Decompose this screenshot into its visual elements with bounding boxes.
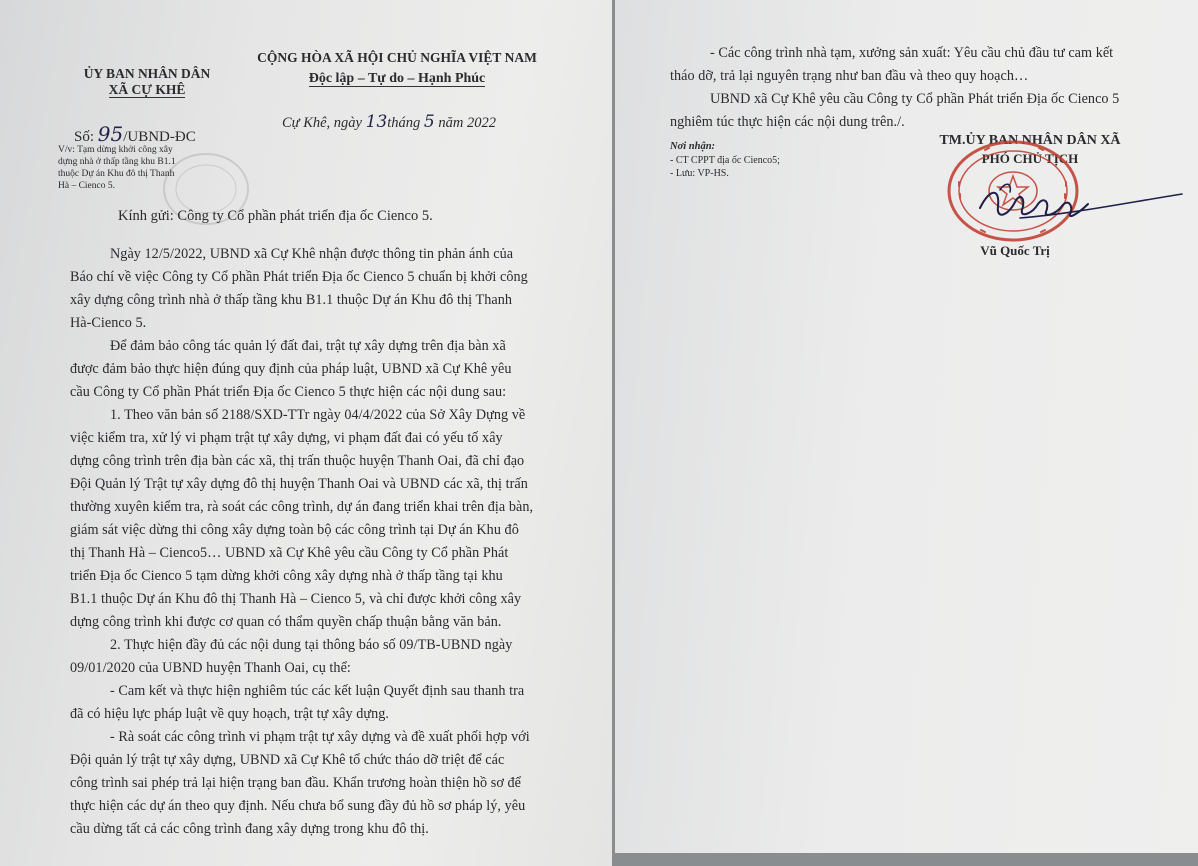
body-line: Báo chí về việc Công ty Cổ phần Phát triển Địa ốc Cienco 5 chuẩn bị khởi công xyxy=(70,269,528,285)
subject-line: V/v: Tạm dừng khởi công xây xyxy=(58,145,173,155)
body-line: tháo dỡ, trả lại nguyên trạng như ban đầu và theo quy hoạch… xyxy=(670,68,1029,84)
document-number: Số: 95/UBND-ĐC xyxy=(74,122,196,146)
signer-title-line-2: PHÓ CHỦ TỊCH xyxy=(981,151,1079,166)
signer-name: Vũ Quốc Trị xyxy=(980,243,1050,258)
body-line: đã có hiệu lực pháp luật về quy hoạch, trật tự xây dựng. xyxy=(70,706,389,722)
recipients-label: Nơi nhận: xyxy=(670,141,716,152)
body-line: cầu Công ty Cổ phần Phát triển Địa ốc Cienco 5 thực hiện các nội dung sau: xyxy=(70,384,507,400)
body-line: công trình sai phép trả lại hiện trạng ban đầu. Khẩn trương hoàn thiện hồ sơ để xyxy=(70,775,521,791)
nation-line-1: CỘNG HÒA XÃ HỘI CHỦ NGHĨA VIỆT NAM xyxy=(257,50,537,65)
body-line: thị Thanh Hà – Cienco5… UBND xã Cự Khê yêu cầu Công ty Cổ phần Phát xyxy=(70,545,509,561)
body-line: dựng công trình trên địa bàn các xã, thị trấn thuộc huyện Thanh Oai, đã chỉ đạo xyxy=(70,453,525,469)
document-page-2 xyxy=(615,0,1198,853)
body-line: dựng công trình khi được cơ quan có thẩm quyền chấp thuận bằng văn bản. xyxy=(70,614,502,630)
subject-line: dựng nhà ở thấp tầng khu B1.1 xyxy=(58,157,176,167)
body-line: Để đảm bảo công tác quản lý đất đai, trật tự xây dựng trên địa bàn xã xyxy=(110,338,506,354)
body-line: được đảm bảo thực hiện đúng quy định của pháp luật, UBND xã Cự Khê yêu xyxy=(70,361,512,377)
body-line: Đội quản lý trật tự xây dựng, UBND xã Cự Khê tổ chức tháo dỡ triệt để các xyxy=(70,752,505,768)
body-line: nghiêm túc thực hiện các nội dung trên./. xyxy=(670,114,905,130)
body-line: B1.1 thuộc Dự án Khu đô thị Thanh Hà – Cienco 5, và chỉ được khởi công xây xyxy=(70,591,522,607)
body-line: Hà-Cienco 5. xyxy=(70,315,147,331)
nation-line-2: Độc lập – Tự do – Hạnh Phúc xyxy=(308,71,486,86)
body-line: xây dựng công trình nhà ở thấp tầng khu B1.1 thuộc Dự án Khu đô thị Thanh xyxy=(70,292,512,308)
body-line: 09/01/2020 của UBND huyện Thanh Oai, cụ thể: xyxy=(70,660,351,676)
recipient-item: - Lưu: VP-HS. xyxy=(670,168,729,179)
body-line: cầu dừng tất cả các công trình đang xây dựng trong khu đô thị. xyxy=(70,821,429,837)
issuer-line-2: XÃ CỰ KHÊ xyxy=(108,82,186,97)
place-and-date: Cự Khê, ngày 13tháng 5 năm 2022 xyxy=(282,112,496,132)
subject-line: Hà – Cienco 5. xyxy=(58,181,115,191)
body-line: việc kiểm tra, xử lý vi phạm trật tự xây dựng, vi phạm đất đai có yếu tố xây xyxy=(70,430,503,446)
issuer-line-1: ỦY BAN NHÂN DÂN xyxy=(83,66,211,81)
body-line: Đội Quản lý Trật tự xây dựng đô thị huyện Thanh Oai và UBND các xã, thị trấn xyxy=(70,476,528,492)
recipient-item: - CT CPPT địa ốc Cienco5; xyxy=(670,155,780,166)
body-line: - Rà soát các công trình vi phạm trật tự xây dựng và đề xuất phối hợp với xyxy=(110,729,530,745)
body-line: 1. Theo văn bản số 2188/SXD-TTr ngày 04/4/2022 của Sở Xây Dựng về xyxy=(110,407,526,423)
handwritten-signature-icon xyxy=(960,168,1190,238)
subject-line: thuộc Dự án Khu đô thị Thanh xyxy=(58,169,175,179)
body-line: triển Địa ốc Cienco 5 tạm dừng khởi công xây dựng nhà ở thấp tầng tại khu xyxy=(70,568,503,584)
body-line: giám sát việc dừng thi công xây dựng toàn bộ các công trình tại Dự án Khu đô xyxy=(70,522,519,538)
body-line: thường xuyên kiểm tra, rà soát các công trình, dự án đang triển khai trên địa bàn, xyxy=(70,499,534,515)
body-line: UBND xã Cự Khê yêu cầu Công ty Cổ phần Phát triển Địa ốc Cienco 5 xyxy=(710,91,1120,107)
body-line: thực hiện các dự án theo quy định. Nếu chưa bổ sung đầy đủ hồ sơ pháp lý, yêu xyxy=(70,798,526,814)
body-line: - Các công trình nhà tạm, xưởng sản xuất: Yêu cầu chủ đầu tư cam kết xyxy=(710,45,1114,61)
body-line: Ngày 12/5/2022, UBND xã Cự Khê nhận được thông tin phản ánh của xyxy=(110,246,514,262)
body-line: 2. Thực hiện đầy đủ các nội dung tại thông báo số 09/TB-UBND ngày xyxy=(110,637,513,653)
signer-title-line-1: TM.ỦY BAN NHÂN DÂN XÃ xyxy=(939,133,1121,148)
body-line: - Cam kết và thực hiện nghiêm túc các kết luận Quyết định sau thanh tra xyxy=(110,683,525,699)
salutation: Kính gửi: Công ty Cổ phần phát triển địa ốc Cienco 5. xyxy=(118,208,433,224)
